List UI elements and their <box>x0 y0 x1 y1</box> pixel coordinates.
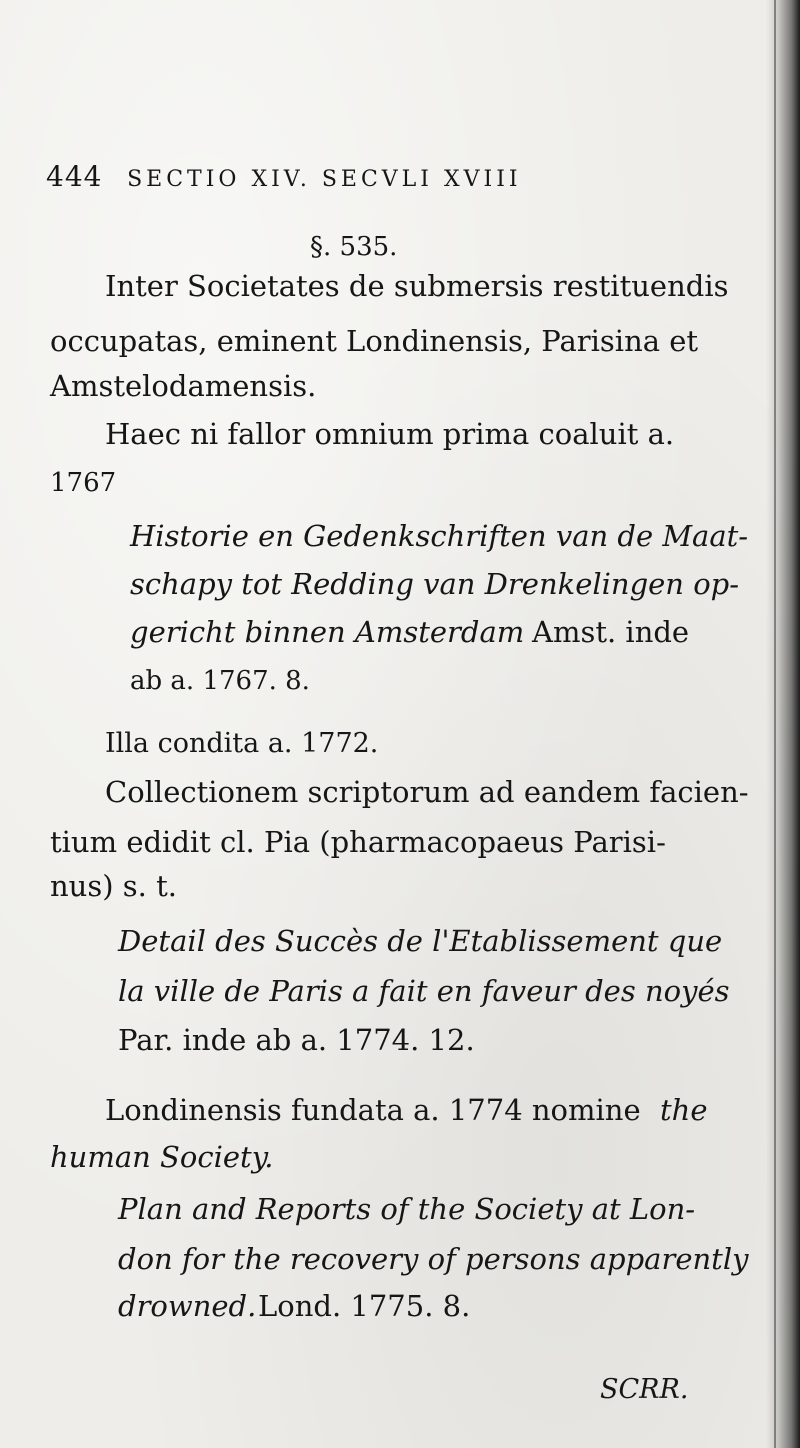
page-number: 444 <box>46 160 103 193</box>
book-title-line: don for the recovery of persons apparently <box>118 1242 749 1276</box>
text-line: Lond. 1775. 8. <box>258 1289 471 1323</box>
text-line: Haec ni fallor omnium prima coaluit a. <box>105 417 675 451</box>
text-line: Amstelodamensis. <box>50 369 317 403</box>
text-line: Illa condita a. 1772. <box>105 728 379 759</box>
running-head: SECTIO XIV. SECVLI XVIII <box>127 167 522 192</box>
book-title-line: Plan and Reports of the Society at Lon- <box>118 1192 696 1226</box>
text-line: tium edidit cl. Pia (pharmacopaeus Parisi- <box>50 825 666 859</box>
section-heading: §. 535. <box>310 232 398 262</box>
text-line: Inter Societates de submersis restituendis <box>105 269 729 303</box>
catchword: SCRR. <box>600 1374 689 1405</box>
book-title-line: schapy tot Redding van Drenkelingen op- <box>130 567 740 601</box>
text-line: Collectionem scriptorum ad eandem facien- <box>105 775 749 809</box>
page-edge <box>774 0 776 1448</box>
text-line: the <box>660 1093 708 1127</box>
book-title-line: Detail des Succès de l'Etablissement que <box>118 924 723 958</box>
book-gutter-shadow <box>766 0 800 1448</box>
text-line: 1767 <box>50 468 117 498</box>
book-title-line: drowned. <box>118 1289 257 1323</box>
book-title-line: Historie en Gedenkschriften van de Maat- <box>130 519 749 553</box>
text-line: occupatas, eminent Londinensis, Parisina et <box>50 324 699 358</box>
book-title-line: gericht binnen Amsterdam <box>130 615 525 649</box>
text-line: human Society. <box>50 1140 274 1174</box>
text-line: Londinensis fundata a. 1774 nomine <box>105 1093 641 1127</box>
text-line: Amst. inde <box>532 615 690 649</box>
text-line: nus) s. t. <box>50 869 177 903</box>
text-line: Par. inde ab a. 1774. 12. <box>118 1023 475 1057</box>
text-line: ab a. 1767. 8. <box>130 666 310 696</box>
page-header <box>46 160 726 193</box>
book-title-line: la ville de Paris a fait en faveur des noyés <box>118 974 730 1008</box>
